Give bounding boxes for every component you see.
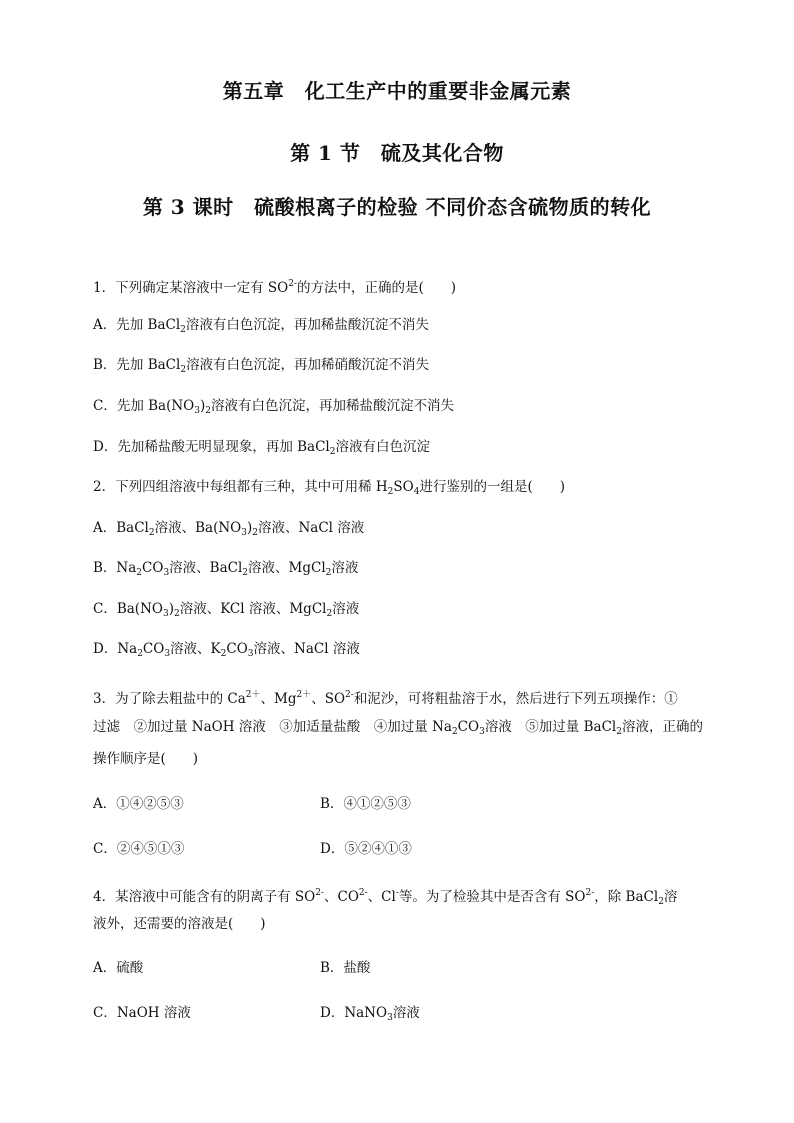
q4-option-c: C．NaOH 溶液 (93, 1005, 191, 1021)
q4-stem-line2: 液外，还需要的溶液是( ) (93, 916, 266, 932)
q4-stem-line1: 4．某溶液中可能含有的阴离子有 $SO^{2-}$、$CO^{2-}$、Cl-等。为了检验其中是否含有 $SO^{2-}$，除 BaCl$_2$溶 (93, 888, 678, 907)
lesson-title: 第 3 课时 硫酸根离子的检验 不同价态含硫物质的转化 (142, 195, 652, 219)
q2-stem: 2．下列四组溶液中每组都有三种，其中可用稀 $H_2SO_4$进行鉴别的一组是( ) (93, 479, 565, 497)
q3-option-c: C．②④⑤①③ (93, 841, 185, 857)
q2-option-c: C．$Ba(NO_3)_2$溶液、KCl 溶液、MgCl$_2$溶液 (93, 601, 360, 619)
q4-option-a: A．硫酸 (93, 960, 144, 976)
q3-option-a: A．①④②⑤③ (93, 796, 184, 812)
chapter-title: 第五章 化工生产中的重要非金属元素 (222, 79, 572, 103)
q1-stem: 1．下列确定某溶液中一定有 $SO^{2-}$的方法中，正确的是( ) (93, 279, 457, 296)
q3-stem-line1: 3．为了除去粗盐中的 $Ca^{2+}$、$Mg^{2+}$、$SO^{2-}$和泥沙，可将粗盐溶于水，然后进行下列五项操作：① (93, 690, 678, 707)
q2-option-d: D．$Na_2CO_3$溶液、$K_2CO_3$溶液、NaCl 溶液 (93, 641, 360, 659)
q2-option-a: A．BaCl$_2$溶液、$Ba(NO_3)_2$溶液、NaCl 溶液 (93, 520, 365, 538)
q3-option-d: D．⑤②④①③ (320, 841, 412, 857)
section-title: 第 1 节 硫及其化合物 (290, 141, 504, 165)
q3-stem-line2: 过滤 ②加过量 NaOH 溶液 ③加适量盐酸 ④加过量 $Na_2CO_3$溶液 ⑤加过量 BaCl$_2$溶液，正确的 (93, 719, 703, 737)
q1-option-a: A．先加 BaCl$_2$溶液有白色沉淀，再加稀盐酸沉淀不消失 (93, 317, 429, 335)
q2-option-b: B．$Na_2CO_3$溶液、BaCl$_2$溶液、MgCl$_2$溶液 (93, 560, 359, 578)
q3-stem-line3: 操作顺序是( ) (93, 751, 199, 767)
q4-option-d: D．NaNO$_3$溶液 (320, 1005, 420, 1023)
q4-option-b: B．盐酸 (320, 960, 371, 976)
q3-option-b: B．④①②⑤③ (320, 796, 411, 812)
q1-option-b: B．先加 BaCl$_2$溶液有白色沉淀，再加稀硝酸沉淀不消失 (93, 357, 430, 375)
q1-option-d: D．先加稀盐酸无明显现象，再加 BaCl$_2$溶液有白色沉淀 (93, 439, 430, 457)
q1-option-c: C．先加 $Ba(NO_3)_2$溶液有白色沉淀，再加稀盐酸沉淀不消失 (93, 398, 454, 416)
